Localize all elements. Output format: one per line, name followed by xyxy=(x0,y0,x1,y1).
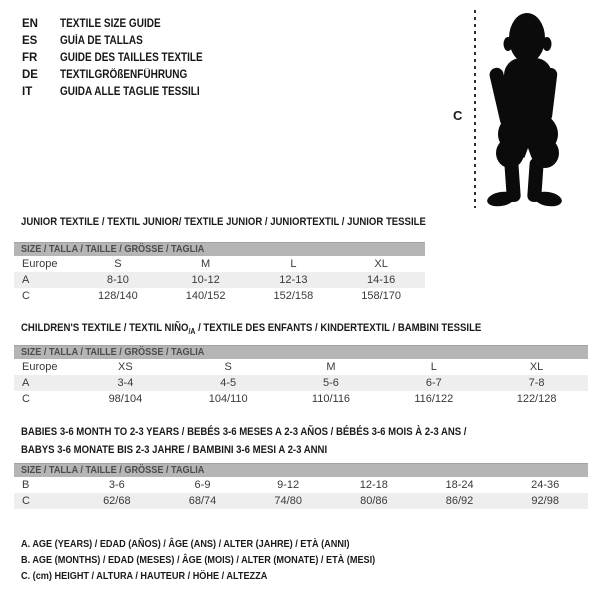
table-cell: 4-5 xyxy=(220,377,237,389)
size-header-bar xyxy=(14,242,425,256)
table-cell: 9-12 xyxy=(277,479,300,491)
title-subscript: /A xyxy=(188,327,196,337)
table-cell: 12-13 xyxy=(279,274,308,286)
footnote-c: C. (cm) HEIGHT / ALTURA / HAUTEUR / HÖHE / ALTEZZA xyxy=(21,570,268,582)
junior-size-table xyxy=(14,242,425,304)
language-code: IT xyxy=(22,86,33,98)
table-cell: 152/158 xyxy=(273,290,314,302)
table-cell: 6-9 xyxy=(194,479,211,491)
table-cell: 10-12 xyxy=(191,274,220,286)
row-label: A xyxy=(22,274,30,286)
language-title: GUIDA ALLE TAGLIE TESSILI xyxy=(60,86,200,98)
table-row-age xyxy=(14,375,588,391)
language-row-it xyxy=(22,84,224,101)
table-cell: S xyxy=(224,361,232,373)
toddler-silhouette xyxy=(480,10,568,208)
legend-footnotes xyxy=(21,536,428,584)
footnote-b: B. AGE (MONTHS) / EDAD (MESES) / ÂGE (MOIS) / ALTER (MONATE) / ETÀ (MESI) xyxy=(21,554,376,566)
table-cell: 3-4 xyxy=(117,377,134,389)
language-row-fr xyxy=(22,50,224,67)
table-cell: 24-36 xyxy=(531,479,560,491)
table-cell: 74/80 xyxy=(274,495,302,507)
table-cell: 116/122 xyxy=(414,393,454,405)
language-code: DE xyxy=(22,69,38,81)
language-title: TEXTILE SIZE GUIDE xyxy=(60,18,161,30)
table-cell: 6-7 xyxy=(425,377,442,389)
size-header-bar xyxy=(14,345,588,359)
language-title-list xyxy=(22,16,224,101)
junior-section-title: JUNIOR TEXTILE / TEXTIL JUNIOR/ TEXTILE JUNIOR / JUNIORTEXTIL / JUNIOR TESSILE xyxy=(21,216,426,228)
table-row-age xyxy=(14,272,425,288)
table-row-height xyxy=(14,288,425,304)
table-cell: XL xyxy=(374,258,388,270)
language-row-es xyxy=(22,33,224,50)
table-cell: 14-16 xyxy=(367,274,396,286)
children-section-title: CHILDREN'S TEXTILE / TEXTIL $NIÑO_{/A}$ / TEXTILE DES ENFANTS / KINDERTEXTIL / BAMBINI TESSILE xyxy=(21,322,482,337)
table-cell: 110/116 xyxy=(311,393,351,405)
babies-title-line2: BABYS 3-6 MONATE BIS 2-3 JAHRE / BAMBINI 3-6 MESI A 2-3 ANNI xyxy=(21,443,328,456)
table-row-height xyxy=(14,493,588,509)
table-cell: XL xyxy=(529,361,544,373)
table-cell: 12-18 xyxy=(359,479,388,491)
table-cell: L xyxy=(290,258,297,270)
table-cell: 62/68 xyxy=(103,495,131,507)
footnote-a: A. AGE (YEARS) / EDAD (AÑOS) / ÂGE (ANS) / ALTER (JAHRE) / ETÀ (ANNI) xyxy=(21,538,350,550)
size-header-bar xyxy=(14,463,588,477)
size-header-label: SIZE / TALLA / TAILLE / GRÖSSE / TAGLIA xyxy=(21,346,205,358)
children-size-table xyxy=(14,345,588,407)
table-cell: 92/98 xyxy=(531,495,559,507)
row-label: Europe xyxy=(22,361,58,373)
table-cell: M xyxy=(201,258,211,270)
language-code: FR xyxy=(22,52,38,64)
table-cell: 7-8 xyxy=(528,377,545,389)
table-cell: 68/74 xyxy=(188,495,217,507)
language-row-de xyxy=(22,67,224,84)
table-cell: L xyxy=(430,361,437,373)
table-cell: 8-10 xyxy=(106,274,129,286)
table-cell: 80/86 xyxy=(360,495,388,507)
table-cell: 86/92 xyxy=(445,495,474,507)
row-label: A xyxy=(22,377,30,389)
babies-section-title xyxy=(21,424,533,459)
language-title: GUIDE DES TAILLES TEXTILE xyxy=(60,52,203,64)
table-cell: 3-6 xyxy=(108,479,125,491)
table-cell: XS xyxy=(118,361,133,373)
table-cell: 5-6 xyxy=(323,377,339,389)
row-label: Europe xyxy=(22,258,58,270)
size-header-label: SIZE / TALLA / TAILLE / GRÖSSE / TAGLIA xyxy=(21,243,205,255)
row-label: C xyxy=(22,290,30,302)
table-cell: S xyxy=(114,258,122,270)
table-cell: 122/128 xyxy=(516,393,557,405)
table-cell: 98/104 xyxy=(108,393,143,405)
language-title: GUÍA DE TALLAS xyxy=(60,35,143,47)
babies-title-line1: BABIES 3-6 MONTH TO 2-3 YEARS / BEBÉS 3-6 MESES A 2-3 AÑOS / BÉBÉS 3-6 MOIS À 2-3 ANS / xyxy=(21,426,467,438)
table-cell: 128/140 xyxy=(97,290,138,302)
height-measure-dotted-line xyxy=(474,10,476,208)
table-row-europe xyxy=(14,256,425,272)
size-header-label: SIZE / TALLA / TAILLE / GRÖSSE / TAGLIA xyxy=(21,464,205,476)
language-code: EN xyxy=(22,18,38,30)
table-cell: 140/152 xyxy=(185,290,226,302)
table-row-europe xyxy=(14,359,588,375)
language-code: ES xyxy=(22,35,38,47)
table-row-height xyxy=(14,391,588,407)
table-row-age-months xyxy=(14,477,588,493)
row-label: C xyxy=(22,393,30,405)
table-cell: 158/170 xyxy=(361,290,401,302)
height-measure-label: C xyxy=(453,108,463,123)
language-row-en xyxy=(22,16,224,33)
babies-size-table xyxy=(14,463,588,509)
language-title: TEXTILGRÖßENFÜHRUNG xyxy=(60,69,188,81)
row-label: B xyxy=(22,479,30,491)
row-label: C xyxy=(22,495,30,507)
table-cell: 104/110 xyxy=(208,393,248,405)
table-cell: 18-24 xyxy=(445,479,474,491)
table-cell: M xyxy=(326,361,336,373)
